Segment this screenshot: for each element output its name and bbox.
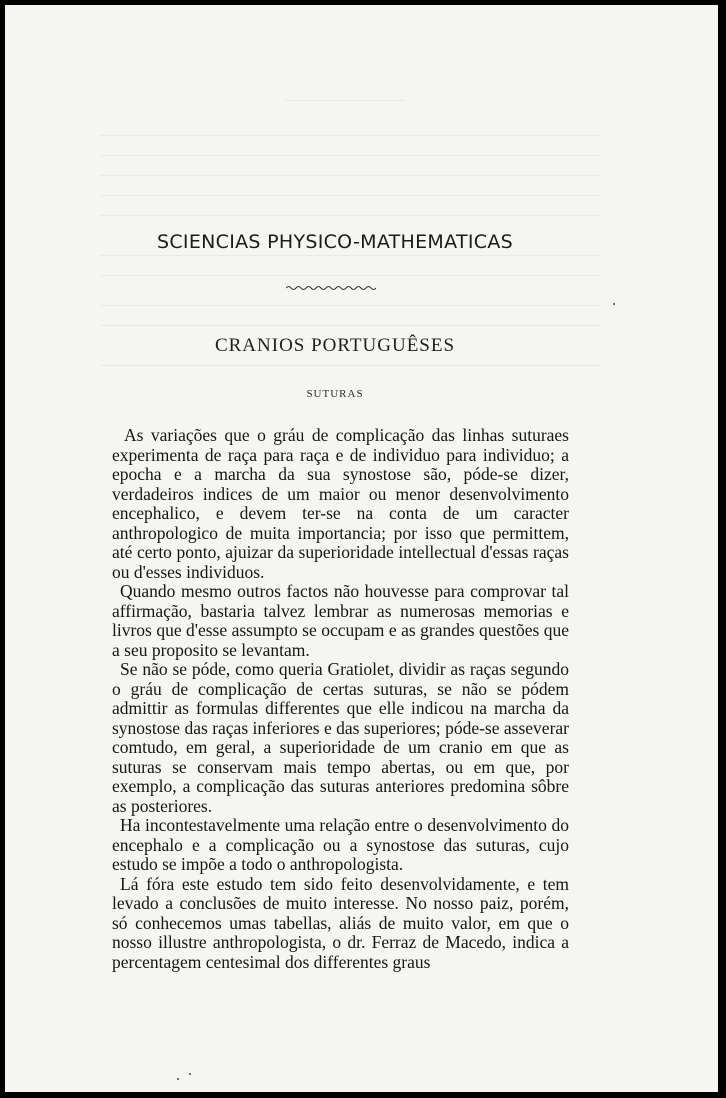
document-page bbox=[5, 5, 718, 1092]
article-title: CRANIOS PORTUGUÊSES bbox=[214, 335, 456, 356]
bleed-through-line bbox=[100, 255, 600, 256]
bleed-through-line bbox=[285, 100, 405, 101]
bleed-through-line bbox=[100, 275, 600, 276]
paragraph: Lá fóra este estudo tem sido feito desenvolvidamente, e tem levado a conclusões de muito interesse. No nosso paiz, porém, só conhecemos umas tabellas, aliás de muito valor, em que o nosso illustre anthropologista, o dr. Ferraz de Macedo, indica a percentagem centesimal dos differentes graus bbox=[112, 873, 569, 972]
bleed-through-line bbox=[100, 215, 600, 216]
bleed-through-line bbox=[100, 135, 600, 136]
bleed-through-line bbox=[100, 325, 600, 326]
bleed-through-line bbox=[100, 305, 600, 306]
bleed-through-line bbox=[100, 175, 600, 176]
paragraph: Ha incontestavelmente uma relação entre o desenvolvimento do encephalo e a complicação ou a synostose das suturas, cujo estudo se impõe a todo o anthropologista. bbox=[112, 815, 569, 874]
speck bbox=[189, 1073, 191, 1075]
ornament-divider bbox=[286, 285, 376, 291]
speck bbox=[613, 303, 615, 305]
paragraph: Se não se póde, como queria Gratiolet, dividir as raças segundo o gráu de complicação de certas suturas, se não se pódem admittir as formulas differentes que elle indicou na marcha da synostose das raças inferiores e das superiores; póde-se asseverar comtudo, em geral, a superioridade de um cranio em que as suturas se conservam mais tempo abertas, ou em que, por exemplo, a complicação das suturas anteriores predomina sôbre as posteriores. bbox=[112, 659, 569, 816]
article-body bbox=[112, 426, 569, 972]
article-subtitle: SUTURAS bbox=[306, 388, 364, 400]
speck bbox=[177, 1078, 179, 1080]
bleed-through-line bbox=[100, 195, 600, 196]
paragraph: As variações que o gráu de complicação das linhas suturaes experimenta de raça para raça e de individuo para individuo; a epocha e a marcha da sua synostose são, póde-se dizer, verdadeiros indices de um maior ou menor desenvolvimento encephalico, e devem ter-se na conta de um caracter anthropologico de muita importancia; por isso que permittem, até certo ponto, ajuizar da superioridade intellectual d'essas raças ou d'esses individuos. bbox=[112, 425, 569, 582]
section-title: SCIENCIAS PHYSICO-MATHEMATICAS bbox=[156, 231, 513, 253]
bleed-through-line bbox=[100, 155, 600, 156]
bleed-through-line bbox=[100, 365, 600, 366]
paragraph: Quando mesmo outros factos não houvesse para comprovar tal affirmação, bastaria talvez lembrar as numerosas memorias e livros que d'esse assumpto se occupam e as grandes questões que a seu proposito se levantam. bbox=[112, 581, 569, 660]
